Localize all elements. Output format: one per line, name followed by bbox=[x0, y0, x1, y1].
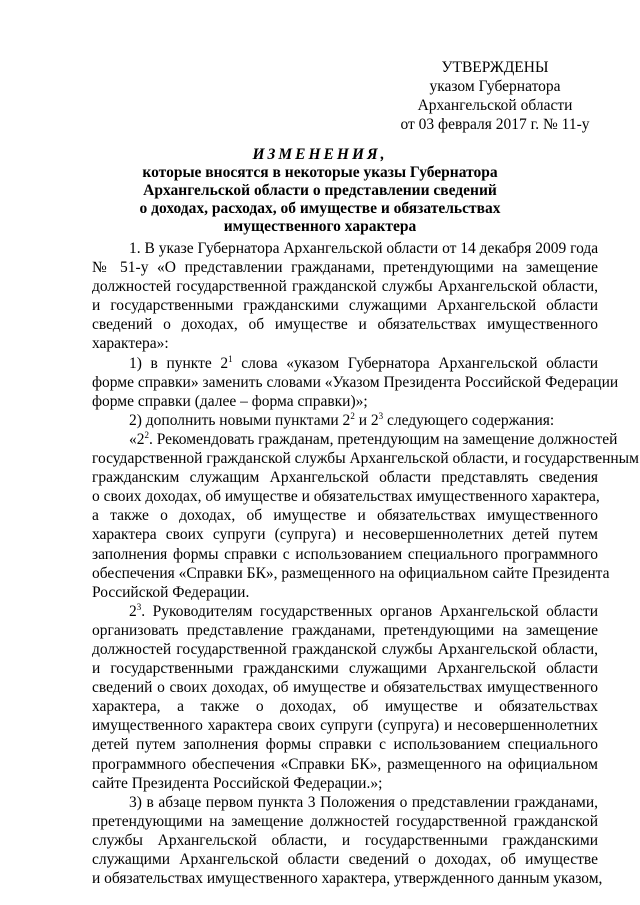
paragraph-line: 1. В указе Губернатора Архангельской области от 14 декабря 2009 года bbox=[129, 240, 599, 257]
paragraph-line: обеспечения «Справки БК», размещенного на официальном сайте Президента bbox=[92, 564, 610, 582]
paragraph-line: имущественного характера своих супруги (супруга) и несовершеннолетних bbox=[92, 717, 598, 735]
paragraph-line: о своих доходах, об имуществе и обязательствах имущественного характера, bbox=[92, 488, 600, 506]
paragraph-line: службы Архангельской области, и государственными гражданскими bbox=[92, 831, 598, 849]
text-span: 2) дополнить новыми пунктами 2 bbox=[129, 411, 351, 429]
approval-line: Архангельской области bbox=[417, 97, 573, 114]
paragraph-line: характера, а также о доходах, об имуществе и обязательствах bbox=[92, 698, 598, 716]
text-span: . Руководителям государственных органов Архангельской области bbox=[141, 602, 598, 620]
paragraph-line: служащими Архангельской области сведений о доходах, об имуществе bbox=[92, 851, 598, 868]
approval-line: указом Губернатора bbox=[429, 78, 561, 95]
approval-title: УТВЕРЖДЕНЫ bbox=[441, 59, 549, 76]
paragraph-line: должностей государственной гражданской службы Архангельской области, bbox=[92, 640, 598, 658]
paragraph-line: и государственными гражданскими служащими Архангельской области bbox=[92, 297, 598, 315]
paragraph-line: должностей государственной гражданской службы Архангельской области, bbox=[92, 278, 598, 296]
paragraph-line: а также о доходах, об имуществе и обязательствах имущественного bbox=[92, 507, 598, 525]
superscript: 1 bbox=[228, 353, 233, 364]
paragraph-line: и государственными гражданскими служащими Архангельской области bbox=[92, 660, 598, 678]
paragraph-line: Российской Федерации. bbox=[92, 583, 250, 601]
paragraph-line: № 51-у «О представлении гражданами, претендующими на замещение bbox=[92, 259, 598, 277]
paragraph-line bbox=[92, 429, 618, 449]
paragraph-line: и обязательствах имущественного характера, утвержденного данным указом, bbox=[92, 870, 603, 888]
text-span: слова «указом Губернатора Архангельской области bbox=[232, 354, 598, 372]
paragraph-line: сведений о своих доходах, об имуществе и обязательствах имущественного bbox=[92, 679, 598, 697]
superscript: 2 bbox=[144, 429, 149, 440]
text-span: и 2 bbox=[354, 411, 379, 429]
text-span: . Рекомендовать гражданам, претендующим на замещение должностей bbox=[149, 430, 618, 448]
paragraph-line bbox=[92, 354, 598, 373]
title-line: которые вносятся в некоторые указы Губернатора bbox=[142, 164, 498, 181]
paragraph-line: гражданским служащим Архангельской области представлять сведения bbox=[92, 469, 598, 487]
paragraph-line: претендующими на замещение должностей государственной гражданской bbox=[92, 812, 598, 830]
title-line: о доходах, расходах, об имуществе и обязательствах bbox=[139, 200, 501, 217]
text-span: следующего содержания: bbox=[383, 411, 555, 429]
document-body bbox=[92, 239, 639, 888]
paragraph-line: форме справки» заменить словами «Указом Президента Российской Федерации bbox=[92, 373, 619, 391]
paragraph-line: государственной гражданской службы Архангельской области, и государственным bbox=[92, 450, 639, 468]
text-span: 2 bbox=[129, 602, 137, 620]
superscript: 3 bbox=[378, 410, 384, 421]
paragraph-line: 3) в абзаце первом пункта 3 Положения о представлении гражданами, bbox=[129, 793, 598, 811]
superscript: 2 bbox=[350, 410, 355, 421]
paragraph-line: форме справки (далее – форма справки)»; bbox=[92, 392, 368, 410]
paragraph-line: программного обеспечения «Справки БК», размещенного на официальном bbox=[92, 755, 598, 773]
paragraph-line: организовать представление гражданами, претендующими на замещение bbox=[92, 621, 598, 639]
document-title bbox=[90, 146, 550, 236]
title-line: Архангельской области о представлении сведений bbox=[143, 182, 497, 199]
paragraph-line: заполнения формы справки с использованием специального программного bbox=[92, 545, 598, 563]
paragraph-line bbox=[92, 602, 598, 621]
paragraph-line: сведений о доходах, об имуществе и обязательствах имущественного bbox=[92, 316, 598, 334]
approval-stamp bbox=[380, 58, 610, 134]
title-line: имущественного характера bbox=[223, 218, 417, 235]
text-span: «2 bbox=[129, 430, 145, 448]
paragraph-line: сайте Президента Российской Федерации.»; bbox=[92, 774, 383, 792]
superscript: 3 bbox=[136, 601, 142, 612]
paragraph-line: характера»: bbox=[92, 335, 169, 353]
paragraph-line bbox=[92, 411, 598, 430]
title-heading: ИЗМЕНЕНИЯ, bbox=[252, 146, 388, 163]
paragraph-line: детей путем заполнения формы справки с использованием специального bbox=[92, 736, 598, 754]
text-span: 1) в пункте 2 bbox=[129, 354, 229, 372]
approval-date: от 03 февраля 2017 г. № 11-у bbox=[400, 116, 590, 133]
paragraph-line: характера своих супруги (супруга) и несовершеннолетних детей путем bbox=[92, 526, 598, 544]
